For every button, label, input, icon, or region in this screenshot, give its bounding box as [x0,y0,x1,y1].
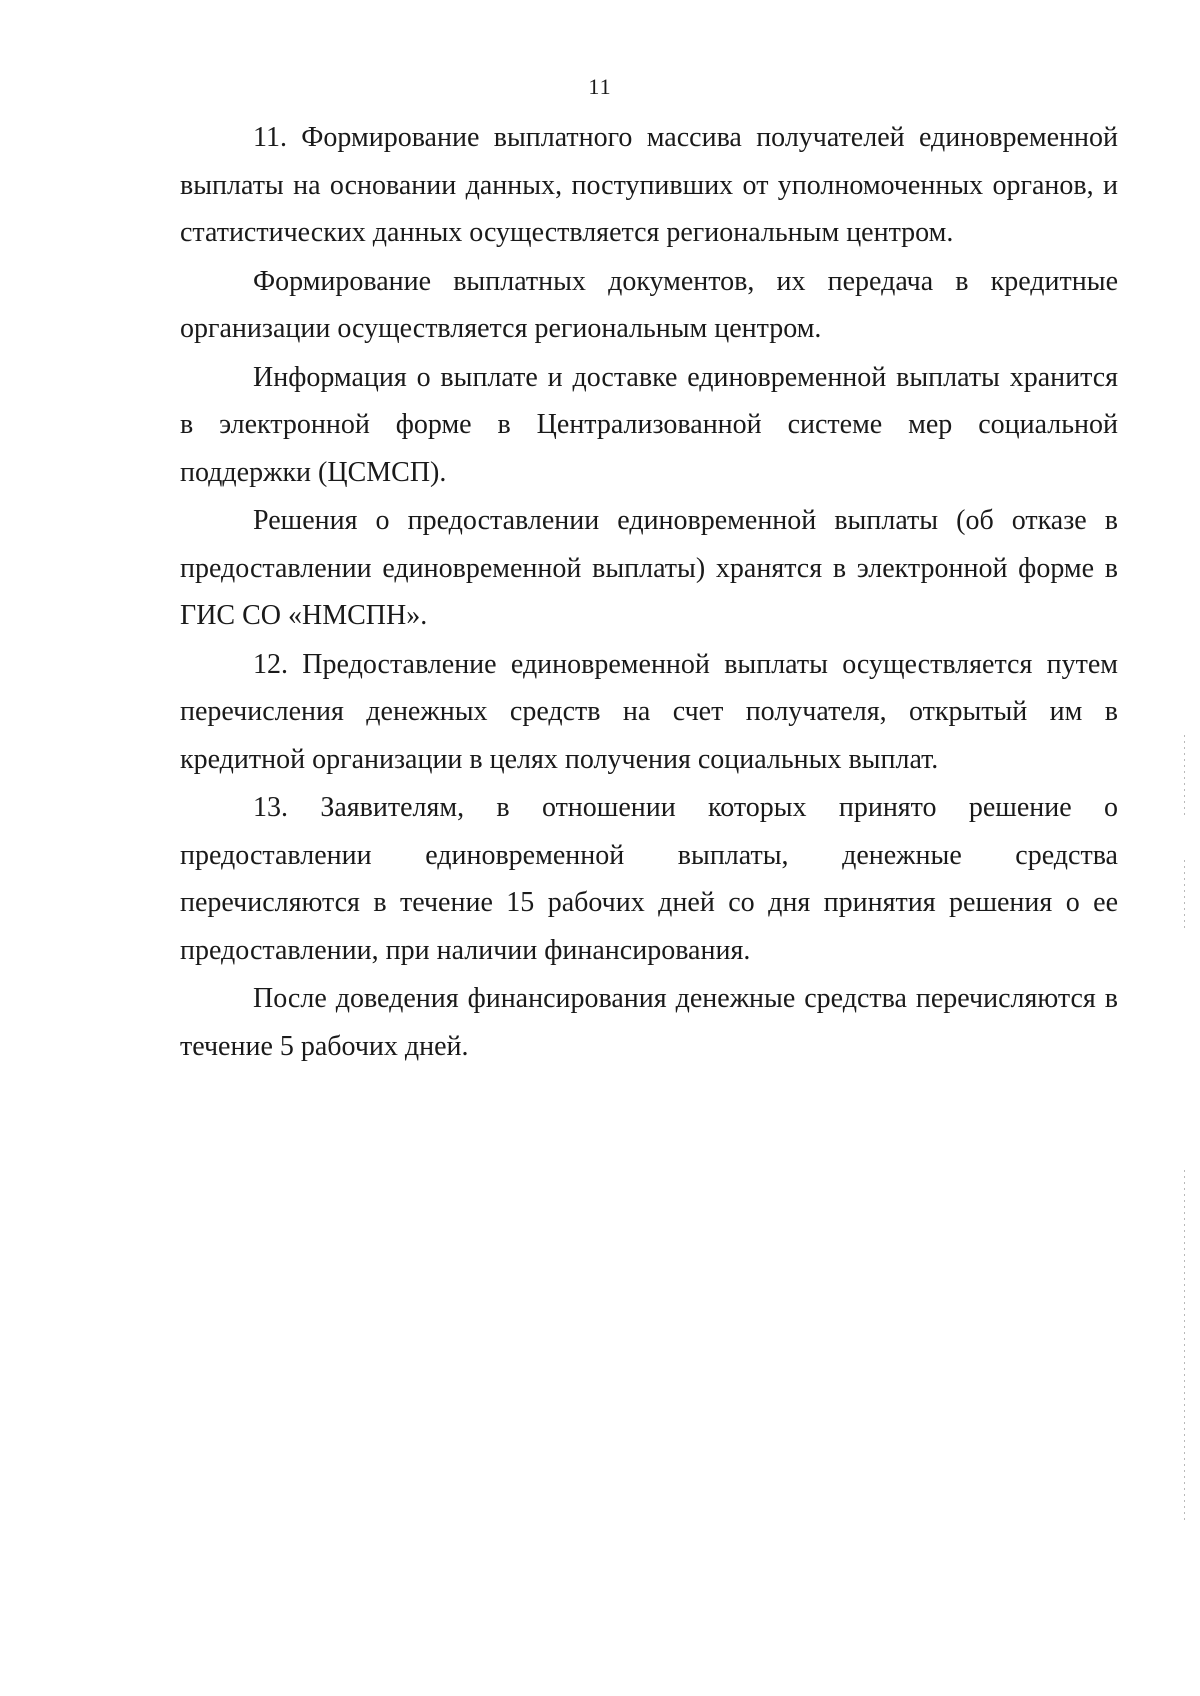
scan-artifact [1184,735,1185,815]
paragraph-item-12: 12. Предоставление единовременной выплаты осуществляется путем перечисления денежных средств на счет получателя, открытый им в кредитной организации в целях получения социальных выплат. [180,648,1118,775]
paragraph-payment-documents: Формирование выплатных документов, их передача в кредитные организации осуществляется региональным центром. [180,265,1118,344]
scan-artifact [1184,1170,1185,1520]
paragraph-item-13: 13. Заявителям, в отношении которых принято решение о предоставлении единовременной выплаты, денежные средства перечисляются в течение 15 рабочих дней со дня принятия решения о ее предоставлении, при наличии финансирования. [180,792,1118,966]
scan-artifact [1184,860,1185,930]
paragraph-after-financing: После доведения финансирования денежные средства перечисляются в течение 5 рабочих дней. [180,983,1118,1062]
paragraph-item-11: 11. Формирование выплатного массива получателей единовременной выплаты на основании данных, поступивших от уполномоченных органов, и статистических данных осуществляется региональным центром. [180,122,1118,248]
paragraph-payment-info-storage: Информация о выплате и доставке единовременной выплаты хранится в электронной форме в Централизованной системе мер социальной поддержки (ЦСМСП). [180,361,1118,488]
page-number: 11 [588,74,612,99]
document-body [180,114,1118,1071]
paragraph-decisions-storage: Решения о предоставлении единовременной выплаты (об отказе в предоставлении единовременной выплаты) хранятся в электронной форме в ГИС СО «НМСПН». [180,505,1118,631]
